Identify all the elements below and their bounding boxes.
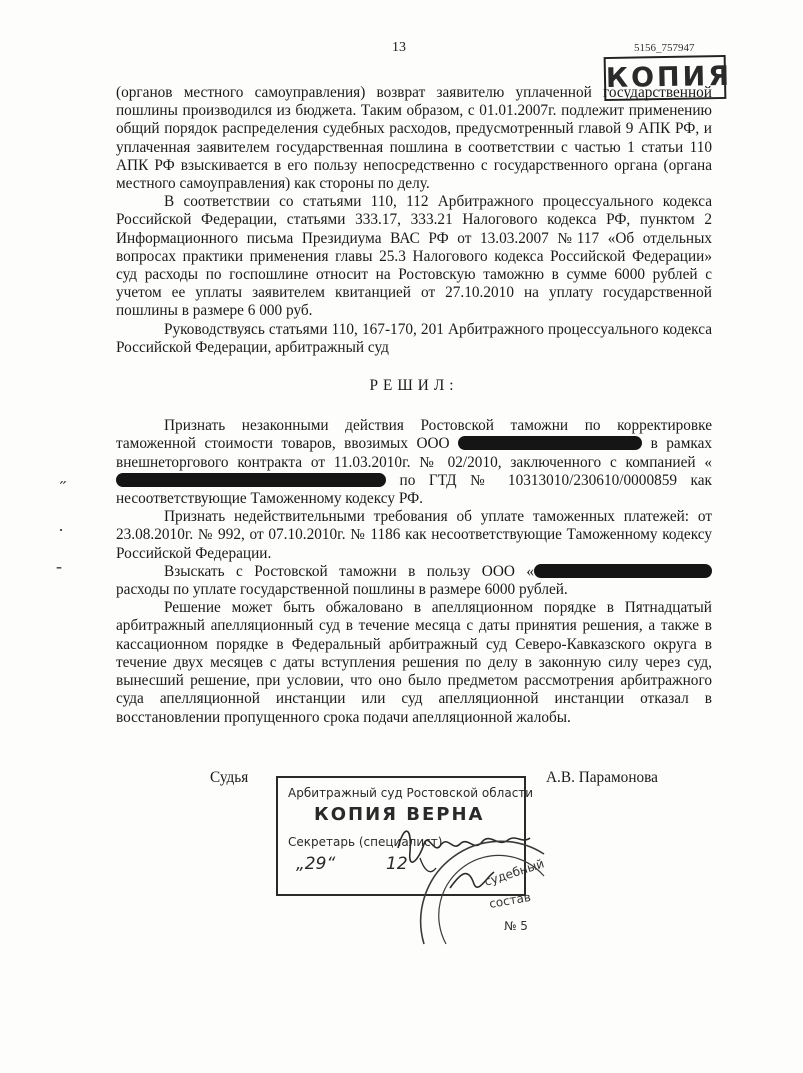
paragraph-6-text-1: Взыскать с Ростовской таможни в пользу ООО « xyxy=(164,562,534,580)
redacted-foreign-company-name xyxy=(116,473,386,487)
decision-heading: РЕШИЛ: xyxy=(369,377,459,395)
round-stamp-text-3: № 5 xyxy=(504,919,528,933)
paragraph-1: (органов местного самоуправления) возврат заявителю уплаченной государственной пошлины производился из бюджета. Таким образом, с 01.01.2007г. подлежит применению общий порядок распределения судебных расходов, предусмотренный главой 9 АПК РФ, и уплаченная заявителем государственная пошлина в соответствии с частью 1 статьи 110 АПК РФ взыскивается в его пользу непосредственно с государственного органа (органа местного самоуправления) как стороны по делу. xyxy=(116,84,712,193)
margin-mark: ˝ xyxy=(60,478,66,498)
paragraph-4-text-2: в рамках внешнеторгового контракта от 11.03.2010г. № 02/2010, заключенного с компанией « xyxy=(116,435,713,471)
stamp-secretary-label: Секретарь (специалист) xyxy=(288,835,443,849)
judge-label: Судья xyxy=(210,769,249,786)
paragraph-4 xyxy=(116,417,712,508)
document-body xyxy=(116,84,712,727)
judge-name: А.В. Парамонова xyxy=(546,769,658,786)
case-number: 5156_757947 xyxy=(634,42,695,54)
stamp-court-name: Арбитражный суд Ростовской области xyxy=(288,786,534,800)
redacted-company-name xyxy=(534,564,712,578)
paragraph-7: Решение может быть обжаловано в апелляционном порядке в Пятнадцатый арбитражный апелляционный суд в течение месяца с даты принятия решения, а также в кассационном порядке в Федеральный арбитражный суд Северо-Кавказского округа в течение двух месяцев с даты вступления решения по делу в законную силу через суд, вынесший решение, при условии, что оно было предметом рассмотрения арбитражного суда апелляционной инстанции или суд апелляционной инстанции отказал в восстановлении пропущенного срока подачи апелляционной жалобы. xyxy=(116,599,712,726)
redacted-company-name xyxy=(458,436,642,450)
paragraph-6 xyxy=(116,563,712,599)
margin-mark: ‑ xyxy=(56,556,62,576)
round-stamp-text-1: судебный xyxy=(482,856,546,889)
stamp-month: 12 xyxy=(386,854,408,874)
paragraph-6-text-2: расходы по уплате государственной пошлины в размере 6000 рублей. xyxy=(116,581,568,599)
margin-mark: · xyxy=(58,520,64,540)
page-number: 13 xyxy=(392,40,406,55)
stamp-day: „29“ xyxy=(296,854,336,874)
stamp-copy-verified: КОПИЯ ВЕРНА xyxy=(314,804,485,825)
paragraph-2: В соответствии со статьями 110, 112 Арбитражного процессуального кодекса Российской Федерации, статьями 333.17, 333.21 Налогового кодекса РФ, пунктом 2 Информационного письма Президиума ВАС РФ от 13.03.2007 №117 «Об отдельных вопросах практики применения главы 25.3 Налогового кодекса Российской Федерации» суд расходы по госпошлине относит на Ростовскую таможню в сумме 6000 рублей с учетом ее уплаты заявителем квитанцией от 27.10.2010 на уплату государственной пошлины в размере 6 000 руб. xyxy=(116,193,712,320)
paragraph-3: Руководствуясь статьями 110, 167-170, 201 Арбитражного процессуального кодекса Российской Федерации, арбитражный суд xyxy=(116,320,712,356)
paragraph-4-text-1: Признать незаконными действия Ростовской таможни по корректировке таможенной стоимости товаров, ввозимых ООО xyxy=(116,417,712,453)
paragraph-5: Признать недействительными требования об уплате таможенных платежей: от 23.08.2010г. № 992, от 07.10.2010г. № 1186 как несоответствующие Таможенному кодексу Российской Федерации. xyxy=(116,508,712,562)
copy-stamp: КОПИЯ xyxy=(604,55,727,101)
round-seal-stamp xyxy=(416,836,546,946)
round-stamp-text-2: состав xyxy=(488,889,532,911)
paragraph-4-text-3: по ГТД № 10313010/230610/0000859 как несоответствующие Таможенному кодексу РФ. xyxy=(116,471,712,508)
